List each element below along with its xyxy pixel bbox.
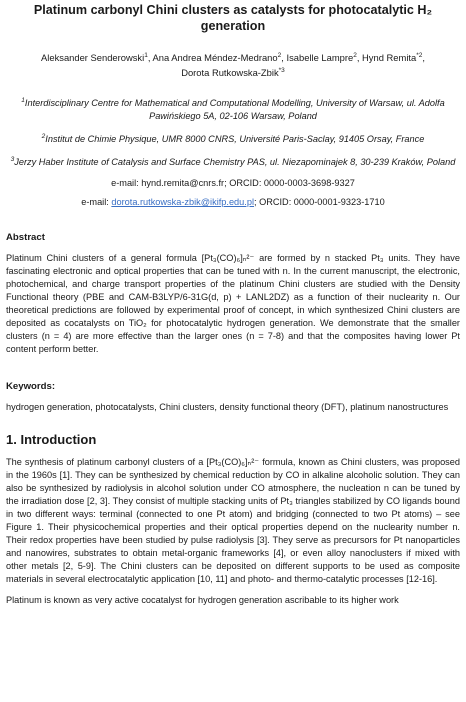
affiliation-3: $^3$Jerzy Haber Institute of Catalysis and Surface Chemistry PAS, ul. Niezapominajek 8, 30-239 Kraków, Poland <box>10 155 456 167</box>
affiliation-2: $^2$Institut de Chimie Physique, UMR 8000 CNRS, Université Paris-Saclay, 91405 Orsay, France <box>41 132 425 144</box>
keywords-text: hydrogen generation, photocatalysts, Chini clusters, density functional theory (DFT), platinum nanostructures <box>6 402 449 412</box>
abstract-text: Platinum Chini clusters of a general formula [Pt₃(CO)₆]ₙ²⁻ are formed by n stacked Pt₃ units. They have fascinating electronic and optical properties that can be tuned with n. In the current manuscript, the electronic, photochemical, and charge transport properties of the platinum Chini clusters are studied with the Density Functional theory (PBE and CAM-B3LYP/6-31G(d, p) + LANL2DZ) as a function of their nuclearity n. Our theoretical predictions are followed by experimental proof of concept, in which synthesized Chini clusters are deposited as cocatalysts on TiO₂ for photocatalytic hydrogen generation. We demonstrate that the smaller clusters (n = 4) are more effective than the larger ones (n = 7-8) and that the composites having lower Pt content perform better. <box>6 253 460 354</box>
email-line-1: e-mail: hynd.remita@cnrs.fr; ORCID: 0000-0003-3698-9327 <box>111 178 355 188</box>
paper-title: Platinum carbonyl Chini clusters as catalysts for photocatalytic H₂ generation <box>33 3 433 33</box>
keywords-heading: Keywords: <box>6 381 56 392</box>
abstract-heading: Abstract <box>6 232 45 243</box>
author-5: Dorota Rutkowska-Zbik$^{*3}$ <box>181 66 285 78</box>
author-list: Aleksander Senderowski$^1$, Ana Andrea Méndez-Medrano$^2$, Isabelle Lampre$^2$, Hynd Remita$^{*2}$, Dorota Rutkowska-Zbik$^{*3}$ <box>41 51 425 78</box>
author-3: Isabelle Lampre$^2$ <box>286 51 357 63</box>
author-4: Hynd Remita$^{*2}$ <box>362 51 423 63</box>
email-line-2: e-mail: dorota.rutkowska-zbik@ikifp.edu.pl; ORCID: 0000-0001-9323-1710 <box>81 197 385 207</box>
email-link-2[interactable]: dorota.rutkowska-zbik@ikifp.edu.pl <box>111 197 254 207</box>
author-2: Ana Andrea Méndez-Medrano$^2$ <box>152 51 282 63</box>
affiliation-1: $^1$Interdisciplinary Centre for Mathematical and Computational Modelling, University of Warsaw, ul. Adolfa Pawińskiego 5A, 02-106 Warsaw, Poland <box>21 96 445 121</box>
email-address-1: hynd.remita@cnrs.fr <box>141 178 225 188</box>
introduction-paragraph-1: The synthesis of platinum carbonyl clusters of a [Pt₃(CO)₆]ₙ²⁻ formula, known as Chini clusters, was proposed in the 1960s [1]. They can be synthesized by chemical reduction by CO in alkaline alcoholic solution. They can also be synthesized by radiolysis in alcohol solution under CO atmosphere, the nucleation n can be tuned by the irradiation dose [2, 3]. They consist of multiple stacking units of Pt₃ triangles stabilized by CO ligands bound in two different ways: terminal (connected to one Pt atom) and bridging (connected to two Pt atoms) – see Figure 1. Their physicochemical properties and their optical properties depend on the nuclearity number n. Their redox properties have been studied by pulse radiolysis [3]. They serve as precursors for Pt nanoparticles and nanowires, substrates to obtain metal-organic frameworks [4], or even alloy nanoclusters if mixed with other metals [2, 5-9]. The Chini clusters can be deposited on different supports to be used as composite materials in several electrocatalytic application [10, 11] and photo- and thermo-catalytic processes [12-16]. <box>6 457 460 584</box>
introduction-heading: 1. Introduction <box>6 432 97 447</box>
paper-page <box>0 2 466 702</box>
introduction-paragraph-2: Platinum is known as very active cocatalyst for hydrogen generation ascribable to its higher work <box>6 595 399 605</box>
author-1: Aleksander Senderowski$^1$ <box>41 51 148 63</box>
